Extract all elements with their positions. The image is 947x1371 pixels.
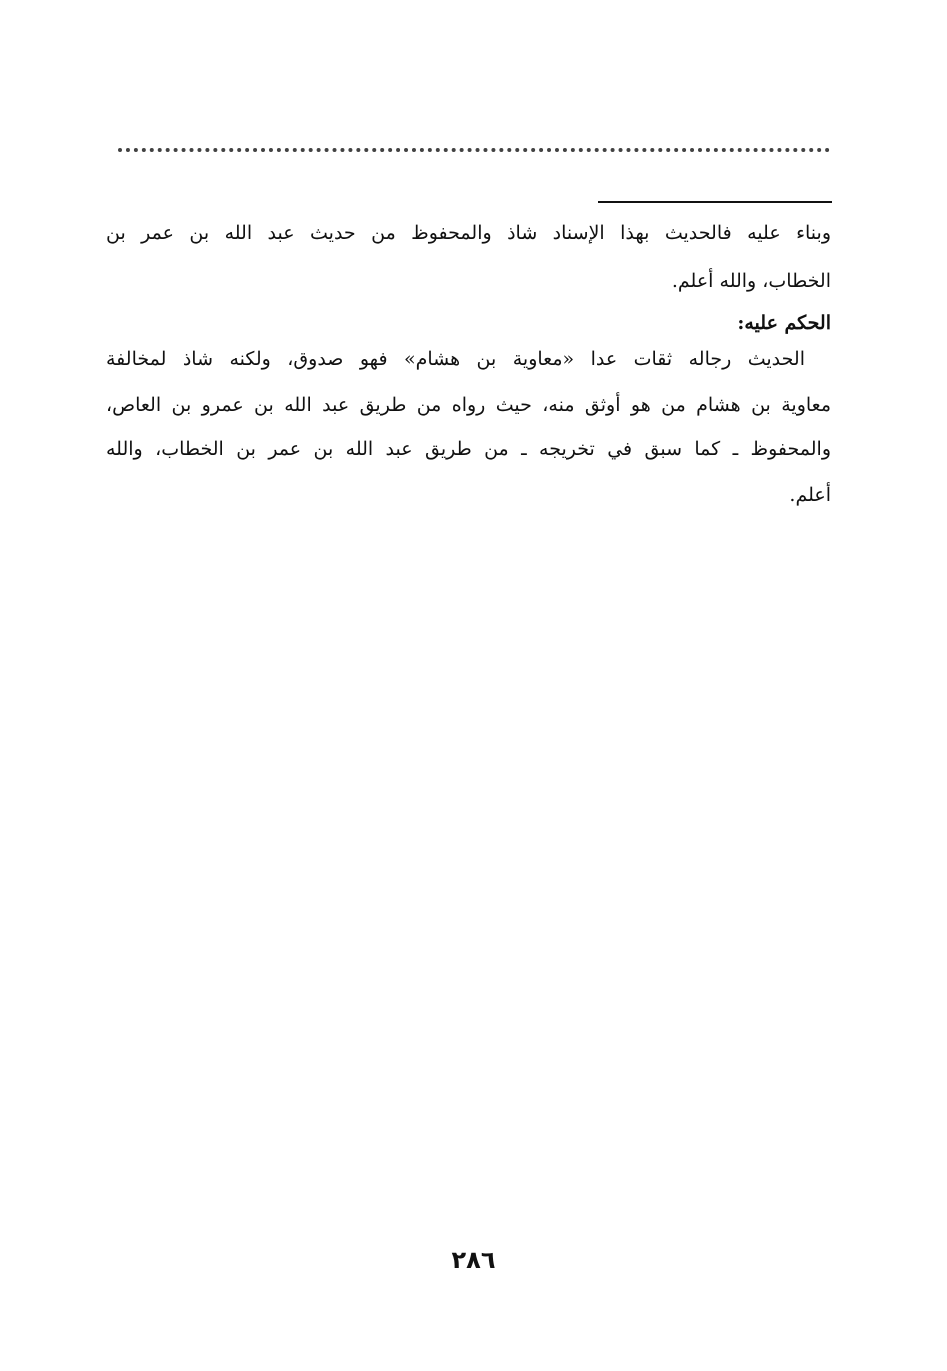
- paragraph1-line2: الخطاب، والله أعلم.: [671, 270, 831, 292]
- page-number: ٢٨٦: [451, 1246, 496, 1274]
- paragraph2-line4: أعلم.: [789, 484, 831, 506]
- footnote-rule: [598, 201, 832, 203]
- dotted-separator: [118, 148, 830, 152]
- paragraph2-line1: الحديث رجاله ثقات عدا «معاوية بن هشام» فهو صدوق، ولكنه شاذ لمخالفة: [106, 348, 805, 370]
- section-heading: الحكم عليه:: [737, 312, 831, 334]
- paragraph2-line2: معاوية بن هشام من هو أوثق منه، حيث رواه من طريق عبد الله بن عمرو بن العاص،: [106, 394, 831, 416]
- paragraph1-line1: وبناء عليه فالحديث بهذا الإسناد شاذ والمحفوظ من حديث عبد الله بن عمر بن: [106, 222, 831, 244]
- paragraph2-line3: والمحفوظ ـ كما سبق في تخريجه ـ من طريق عبد الله بن عمر بن الخطاب، والله: [106, 438, 831, 460]
